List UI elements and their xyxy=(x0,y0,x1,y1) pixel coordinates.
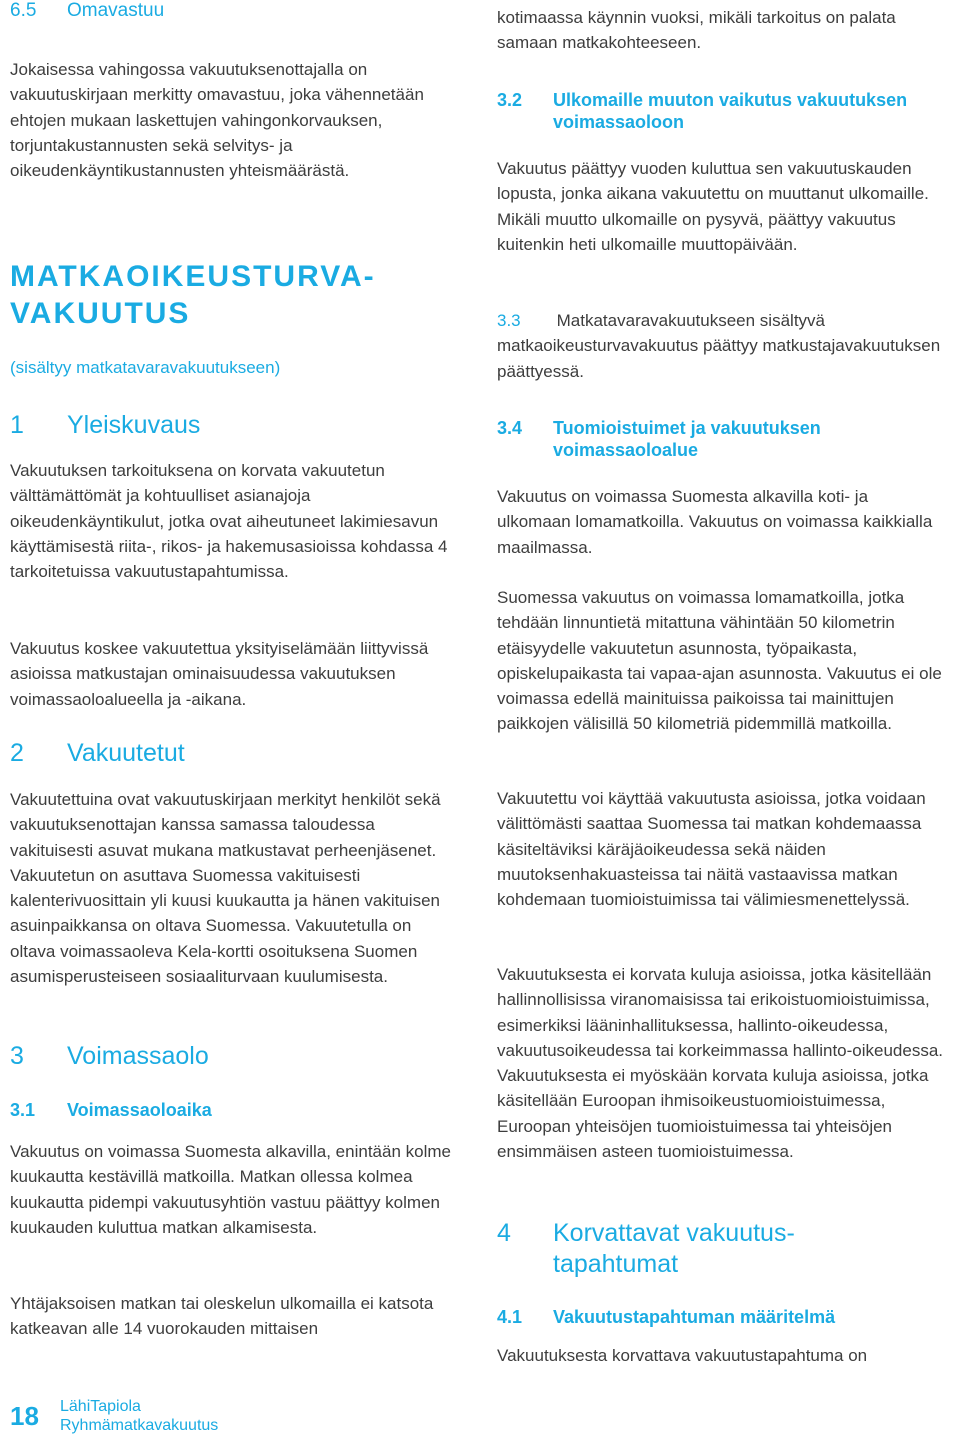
section-number: 3.3 xyxy=(497,311,521,330)
section-number: 4.1 xyxy=(497,1307,523,1327)
section-3-4-paragraph-4: Vakuutuksesta ei korvata kuluja asioissa, jotka käsitellään hallinnollisissa viranomaisissa tai erikoistuomioistuimissa, esimerkiksi lääninhallituksessa, hallinto-oikeudessa, vakuutusoikeudessa tai korkeimmassa hallinto-oikeudessa. Vakuutuksesta ei myöskään korvata kuluja asioissa, jotka käsitellään Euroopan ihmisoikeustuomioistuimessa, Euroopan yhteisöjen tuomioistuimessa tai yhteisöjen ensimmäisen asteen tuomioistuimessa. xyxy=(497,965,944,1162)
omavastuu-paragraph: Jokaisessa vahingossa vakuutuksenottajalla on vakuutuskirjaan merkitty omavastuu, joka vähennetään ehtojen mukaan laskettujen vahingonkorvauksen, torjuntakustannusten sekä selvitys- ja oikeudenkäyntikustannusten yhteismäärästä. xyxy=(10,60,424,181)
section-title-line-2: voimassaoloon xyxy=(553,112,685,132)
section-1-paragraph-1: Vakuutuksen tarkoituksena on korvata vakuutetun välttämättömät ja kohtuulliset asianajoja oikeudenkäyntikulut, jotka ovat aiheutuneet lakimiesavun käyttämisestä riita-, rikos- ja hakemusasioissa kohdassa 4 tarkoitetuissa vakuutustapahtumissa. xyxy=(10,461,448,582)
section-title: Vakuutetut xyxy=(67,739,185,767)
section-3-4-paragraph-2: Suomessa vakuutus on voimassa lomamatkoilla, jotka tehdään linnuntietä mitattuna vähintään 50 kilometrin etäisyydelle vakuutetun asunnosta, työpaikasta, opiskelupaikasta tai vapaa-ajan asunnosta. Vakuutus ei ole voimassa edellä mainituissa paikoissa tai mainittujen paikkojen välisillä 50 kilometriä pidemmillä matkoilla. xyxy=(497,588,942,734)
product-name: Ryhmämatkavakuutus xyxy=(60,1417,219,1434)
section-number: 3 xyxy=(10,1042,24,1070)
section-number: 3.4 xyxy=(497,418,523,438)
section-title-line-1: Korvattavat vakuutus- xyxy=(553,1219,795,1247)
section-3-4-paragraph-1: Vakuutus on voimassa Suomesta alkavilla koti- ja ulkomaan lomamatkoilla. Vakuutus on voimassa kaikkialla maailmassa. xyxy=(497,487,933,557)
section-number: 3.2 xyxy=(497,90,523,110)
footer-brand xyxy=(60,1397,218,1435)
section-3-2-paragraph: Vakuutus päättyy vuoden kuluttua sen vakuutuskauden lopusta, jonka aikana vakuutettu on muuttanut ulkomaille. Mikäli muutto ulkomaille on pysyvä, päättyy vakuutus kuitenkin heti ulkomaille muuttopäivään. xyxy=(497,159,929,254)
section-3-1-paragraph-2: Yhtäjaksoisen matkan tai oleskelun ulkomailla ei katsota katkeavan alle 14 vuorokauden mittaisen xyxy=(10,1294,434,1339)
section-title-line-1: Ulkomaille muuton vaikutus vakuutuksen xyxy=(553,90,908,110)
page-number: 18 xyxy=(10,1401,39,1431)
document-title xyxy=(10,258,376,332)
section-number: 4 xyxy=(497,1219,511,1247)
document-title-line-1: MATKAOIKEUSTURVA- xyxy=(10,260,376,293)
section-title: Omavastuu xyxy=(67,0,165,21)
section-number: 2 xyxy=(10,739,24,767)
document-subtitle: (sisältyy matkatavaravakuutukseen) xyxy=(10,358,281,377)
section-3-4-paragraph-3: Vakuutettu voi käyttää vakuutusta asioissa, jotka voidaan välittömästi saattaa Suomessa tai matkan kohdemaassa käsiteltäviksi käräjäoikeudessa sekä näiden muutoksenhakuasteissa tai näitä vastaavissa matkan kohdemaan tuomioistuimissa tai välimiesmenettelyssä. xyxy=(497,789,926,910)
section-title: Voimassaolo xyxy=(67,1042,209,1070)
section-title-line-1: Tuomioistuimet ja vakuutuksen xyxy=(553,418,821,438)
section-number: 3.1 xyxy=(10,1100,36,1120)
section-3-1-paragraph-1: Vakuutus on voimassa Suomesta alkavilla, enintään kolme kuukautta kestävillä matkoilla. Matkan ollessa kolmea kuukautta pidempi vakuutusyhtiön vastuu päättyy kolmen kuukauden kuluttua matkan alkamisesta. xyxy=(10,1142,451,1237)
section-title: Yleiskuvaus xyxy=(67,411,201,439)
section-title-line-2: tapahtumat xyxy=(553,1250,679,1278)
document-title-line-2: VAKUUTUS xyxy=(10,297,191,330)
section-title-line-2: voimassaoloalue xyxy=(553,440,699,460)
section-2-paragraph: Vakuutettuina ovat vakuutuskirjaan merkityt henkilöt sekä vakuutuksenottajan kanssa samassa taloudessa vakituisesti asuvat mukana matkustavat perheenjäsenet. Vakuutetun on asuttava Suomessa vakituisesti kalenterivuosittain yli kuusi kuukautta ja hänen vakituisen asuinpaikkansa on oltava Suomessa. Vakuutetulla on oltava voimassaoleva Kela-kortti osoituksena Suomen asumisperusteiseen sosiaaliturvaan kuulumisesta. xyxy=(10,790,441,987)
section-1-paragraph-2: Vakuutus koskee vakuutettua yksityiselämään liittyvissä asioissa matkustajan ominaisuudessa vakuutuksen voimassaoloalueella ja -aikana. xyxy=(10,639,429,709)
section-3-3-text: Matkatavaravakuutukseen sisältyvä matkaoikeusturvavakuutus päättyy matkustajavakuutuksen päättyessä. xyxy=(497,311,941,381)
continued-paragraph: kotimaassa käynnin vuoksi, mikäli tarkoitus on palata samaan matkakohteeseen. xyxy=(497,8,896,53)
section-3-3-paragraph xyxy=(497,308,952,384)
section-number: 1 xyxy=(10,411,24,439)
section-title: Voimassaoloaika xyxy=(67,1100,212,1120)
brand-name: LähiTapiola xyxy=(60,1398,141,1415)
section-4-1-paragraph: Vakuutuksesta korvattava vakuutustapahtuma on xyxy=(497,1346,868,1365)
section-title: Vakuutustapahtuman määritelmä xyxy=(553,1307,836,1327)
section-number: 6.5 xyxy=(10,0,37,21)
